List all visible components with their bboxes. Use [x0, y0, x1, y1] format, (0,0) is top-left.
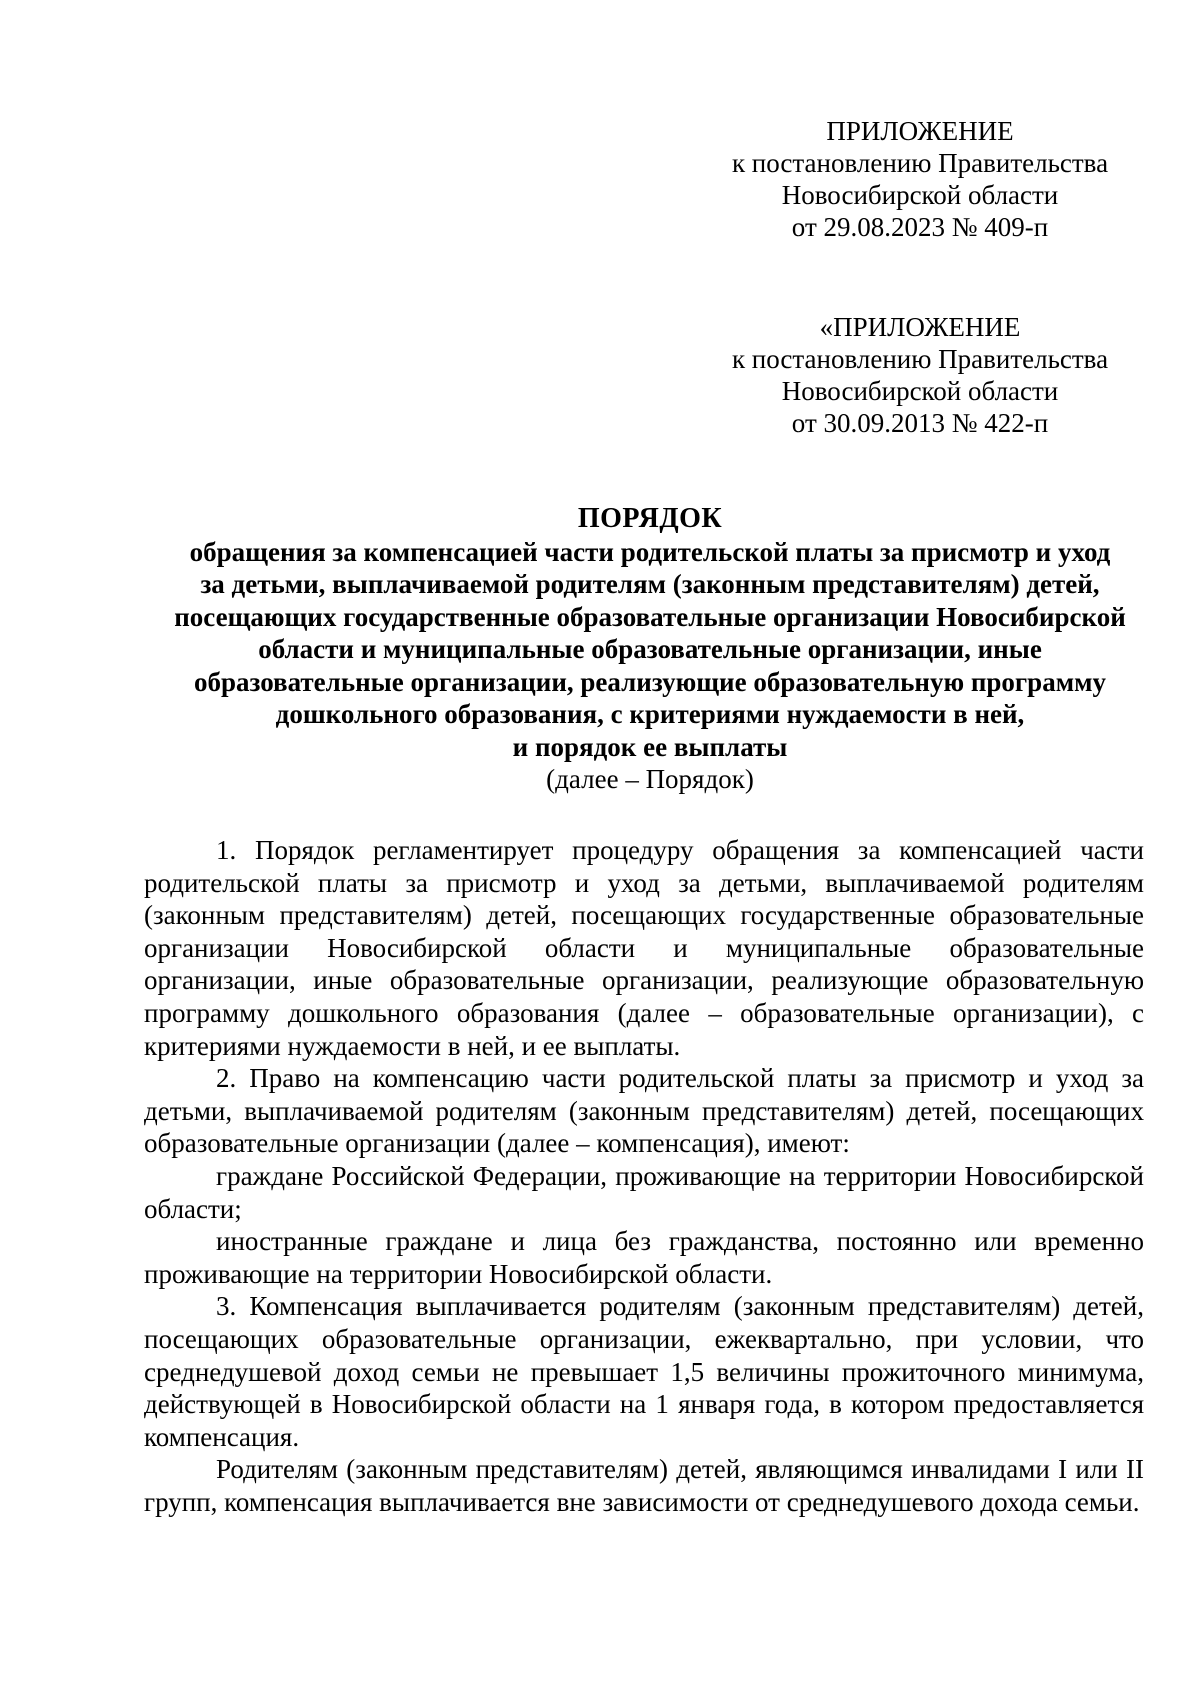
- title-note: (далее – Порядок): [546, 764, 754, 794]
- appendix-line: к постановлению Правительства: [731, 148, 1109, 178]
- paragraph-2-item-citizens: граждане Российской Федерации, проживающие на территории Новосибирской области;: [144, 1160, 1144, 1224]
- title-line: дошкольного образования, с критериями нуждаемости в ней,: [275, 699, 1025, 729]
- appendix-line: Новосибирской области: [781, 180, 1059, 210]
- appendix-label: «ПРИЛОЖЕНИЕ: [819, 312, 1021, 342]
- paragraph-3: 3. Компенсация выплачивается родителям (законным представителям) детей, посещающих образовательные организации, ежеквартально, при условии, что среднедушевой доход семьи не превышает 1,5 величины прожиточного минимума, действующей в Новосибирской области на 1 января года, в котором предоставляется компенсация.: [144, 1291, 1144, 1452]
- title-line: за детьми, выплачиваемой родителям (законным представителям) детей,: [200, 569, 1100, 599]
- appendix-header-current: [700, 115, 1140, 243]
- title-line: области и муниципальные образовательные организации, иные: [258, 634, 1042, 664]
- title-heading: ПОРЯДОК: [577, 503, 723, 534]
- document-title: [100, 503, 1200, 796]
- appendix-date-number: от 29.08.2023 № 409-п: [791, 212, 1049, 242]
- appendix-label: ПРИЛОЖЕНИЕ: [826, 116, 1014, 146]
- paragraph-3-disabled: Родителям (законным представителям) детей, являющимся инвалидами I или II групп, компенсация выплачивается вне зависимости от среднедушевого дохода семьи.: [144, 1454, 1144, 1517]
- appendix-line: к постановлению Правительства: [731, 344, 1109, 374]
- title-line: и порядок ее выплаты: [512, 731, 788, 762]
- appendix-date-number: от 30.09.2013 № 422-п: [791, 408, 1049, 438]
- appendix-line: Новосибирской области: [781, 376, 1059, 406]
- appendix-header-amended: [700, 311, 1140, 439]
- title-line: обращения за компенсацией части родительской платы за присмотр и уход: [189, 536, 1111, 567]
- paragraph-1: 1. Порядок регламентирует процедуру обращения за компенсацией части родительской платы за присмотр и уход за детьми, выплачиваемой родителям (законным представителям) детей, посещающих государственные образовательные организации Новосибирской области и муниципальные образовательные организации, иные образовательные организации, реализующие образовательную программу дошкольного образования (далее – образовательные организации), с критериями нуждаемости в ней, и ее выплаты.: [144, 835, 1144, 1061]
- paragraph-2: 2. Право на компенсацию части родительской платы за присмотр и уход за детьми, выплачиваемой родителям (законным представителям) детей, посещающих образовательные организации (далее – компенсация), имеют:: [144, 1063, 1144, 1159]
- title-line: образовательные организации, реализующие образовательную программу: [194, 666, 1106, 697]
- title-line: посещающих государственные образовательные организации Новосибирской: [174, 601, 1126, 632]
- paragraph-2-item-foreigners: иностранные граждане и лица без гражданства, постоянно или временно проживающие на территории Новосибирской области.: [144, 1226, 1144, 1289]
- document-body: [144, 834, 1144, 1518]
